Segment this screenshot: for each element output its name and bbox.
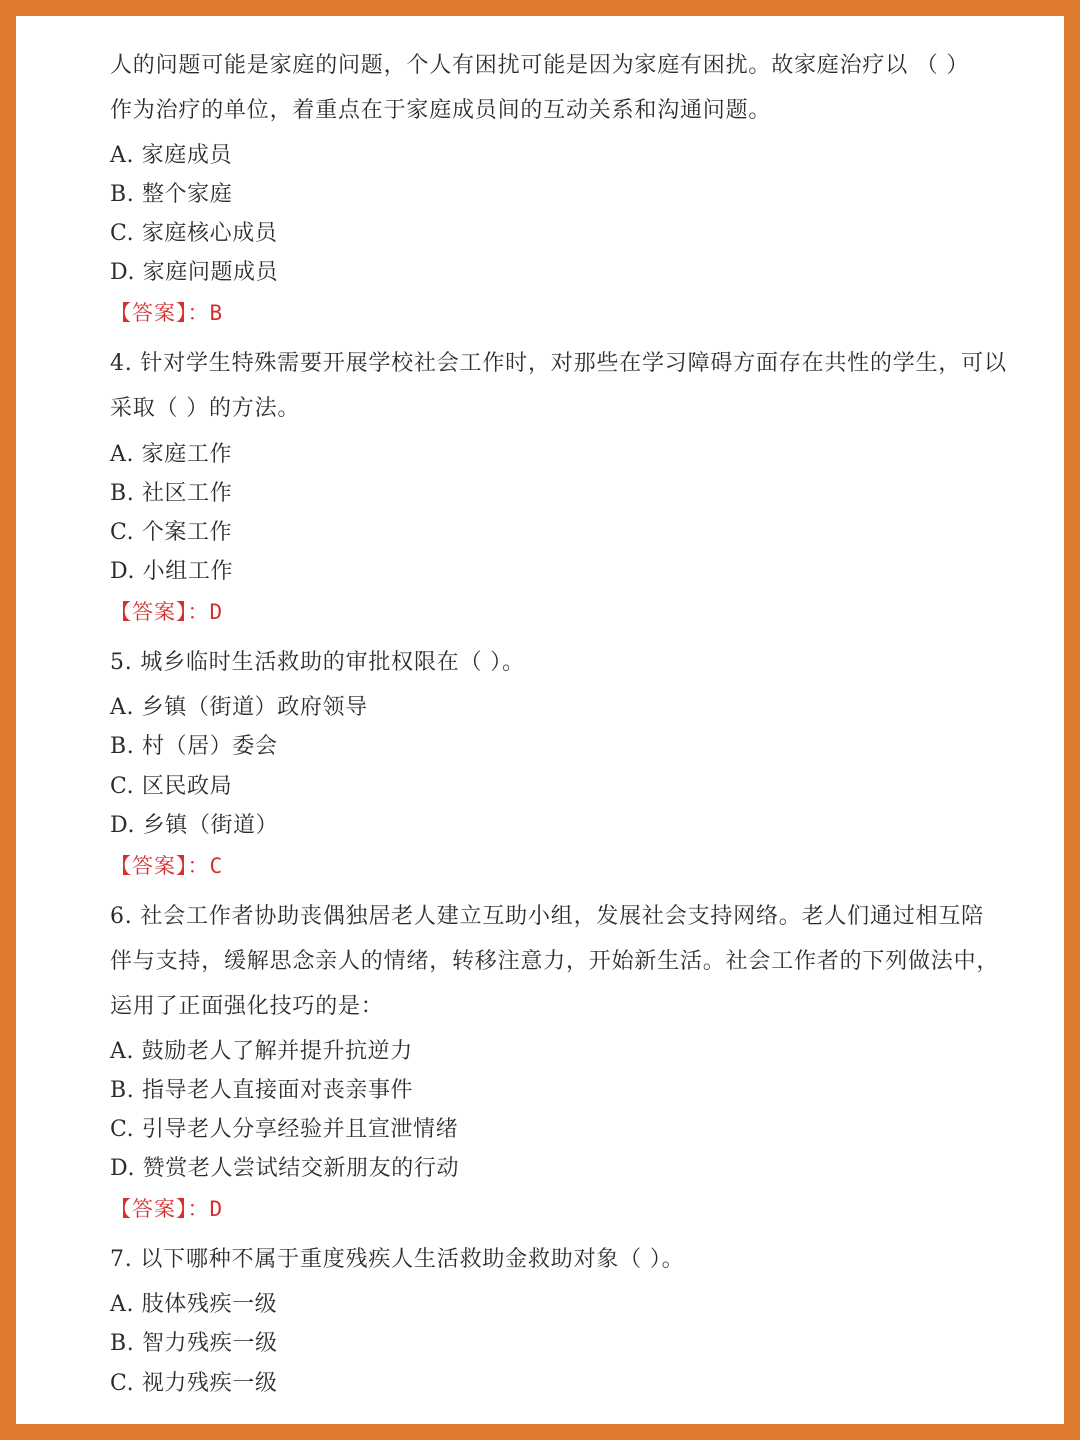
- question-stem-line: 伴与支持，缓解思念亲人的情绪，转移注意力，开始新生活。社会工作者的下列做法中，: [110, 949, 1000, 974]
- question-stem-line: 人的问题可能是家庭的问题，个人有困扰可能是因为家庭有困扰。故家庭治疗以 （ ）: [110, 53, 970, 78]
- option-a: A. 家庭工作: [110, 442, 233, 467]
- option-c: C. 引导老人分享经验并且宣泄情绪: [110, 1117, 459, 1142]
- option-b: B. 村（居）委会: [110, 734, 278, 759]
- option-b: B. 指导老人直接面对丧亲事件: [110, 1078, 414, 1103]
- option-b: B. 智力残疾一级: [110, 1331, 278, 1356]
- option-c: C. 区民政局: [110, 774, 233, 799]
- question-stem-line: 采取（ ）的方法。: [110, 396, 301, 421]
- question-stem-line: 5. 城乡临时生活救助的审批权限在（ ）。: [110, 650, 525, 675]
- document-page: [16, 16, 1064, 1424]
- question-stem-line: 7. 以下哪种不属于重度残疾人生活救助金救助对象（ ）。: [110, 1247, 685, 1272]
- answer-label: 【答案】：D: [110, 1197, 224, 1221]
- question-stem-line: 运用了正面强化技巧的是：: [110, 994, 384, 1019]
- answer-label: 【答案】：C: [110, 854, 224, 878]
- option-d: D. 家庭问题成员: [110, 260, 279, 285]
- option-a: A. 乡镇（街道）政府领导: [110, 695, 368, 720]
- option-b: B. 社区工作: [110, 481, 233, 506]
- option-a: A. 家庭成员: [110, 143, 233, 168]
- option-c: C. 个案工作: [110, 520, 233, 545]
- option-c: C. 视力残疾一级: [110, 1371, 278, 1396]
- question-stem-line: 6. 社会工作者协助丧偶独居老人建立互助小组，发展社会支持网络。老人们通过相互陪: [110, 904, 984, 929]
- option-d: D. 小组工作: [110, 559, 234, 584]
- question-stem-line: 作为治疗的单位，着重点在于家庭成员间的互动关系和沟通问题。: [110, 98, 772, 123]
- option-a: A. 鼓励老人了解并提升抗逆力: [110, 1039, 413, 1064]
- option-a: A. 肢体残疾一级: [110, 1292, 278, 1317]
- question-stem-line: 4. 针对学生特殊需要开展学校社会工作时，对那些在学习障碍方面存在共性的学生，可以: [110, 351, 1007, 376]
- option-b: B. 整个家庭: [110, 182, 233, 207]
- answer-label: 【答案】：B: [110, 301, 224, 325]
- option-d: D. 乡镇（街道）: [110, 813, 279, 838]
- answer-label: 【答案】：D: [110, 600, 224, 624]
- option-d: D. 赞赏老人尝试结交新朋友的行动: [110, 1156, 460, 1181]
- option-c: C. 家庭核心成员: [110, 221, 278, 246]
